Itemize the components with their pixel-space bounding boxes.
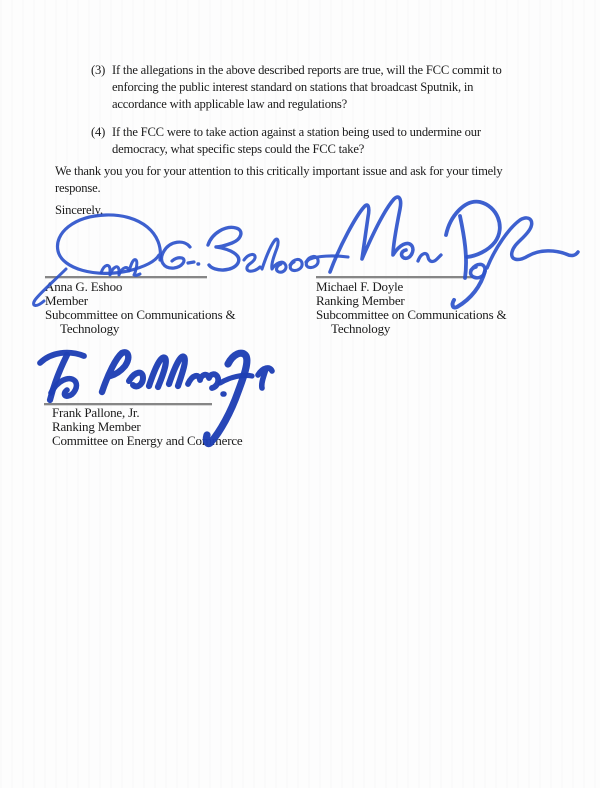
item-3-line-3: accordance with applicable law and regulations? [112, 97, 348, 111]
signer-name: Frank Pallone, Jr. [52, 405, 140, 420]
anna-eshoo-signature [22, 205, 357, 310]
numbered-item-4 [91, 124, 481, 158]
item-4-text [112, 124, 481, 158]
michael-doyle-signature [320, 183, 585, 313]
signer-name: Michael F. Doyle [316, 279, 404, 294]
signer-title: Ranking Member [316, 293, 405, 308]
item-4-line-1: If the FCC were to take action against a station being used to undermine our [112, 125, 481, 139]
item-3-line-2: enforcing the public interest standard on stations that broadcast Sputnik, in [112, 80, 474, 94]
closing-line-2: response. [55, 181, 101, 195]
signer-committee-cont: Technology [60, 321, 120, 336]
signer-committee: Subcommittee on Communications & [316, 307, 507, 322]
item-3-text [112, 62, 502, 113]
item-4-line-2: democracy, what specific steps could the FCC take? [112, 142, 365, 156]
signer-committee: Committee on Energy and Commerce [52, 433, 243, 448]
closing-line-1: We thank you you for your attention to this critically important issue and ask for your timely [55, 164, 503, 178]
signer-title: Member [45, 293, 88, 308]
item-4-number: (4) [91, 125, 106, 139]
item-3-number: (3) [91, 63, 106, 77]
signer-committee-cont: Technology [331, 321, 391, 336]
item-3-line-1: If the allegations in the above described reports are true, will the FCC commit to [112, 63, 502, 77]
signer-title: Ranking Member [52, 419, 141, 434]
signer-name: Anna G. Eshoo [45, 279, 123, 294]
valediction: Sincerely, [55, 203, 103, 217]
numbered-item-3 [91, 62, 502, 113]
signer-committee: Subcommittee on Communications & [45, 307, 236, 322]
frank-pallone-signature [30, 342, 280, 452]
